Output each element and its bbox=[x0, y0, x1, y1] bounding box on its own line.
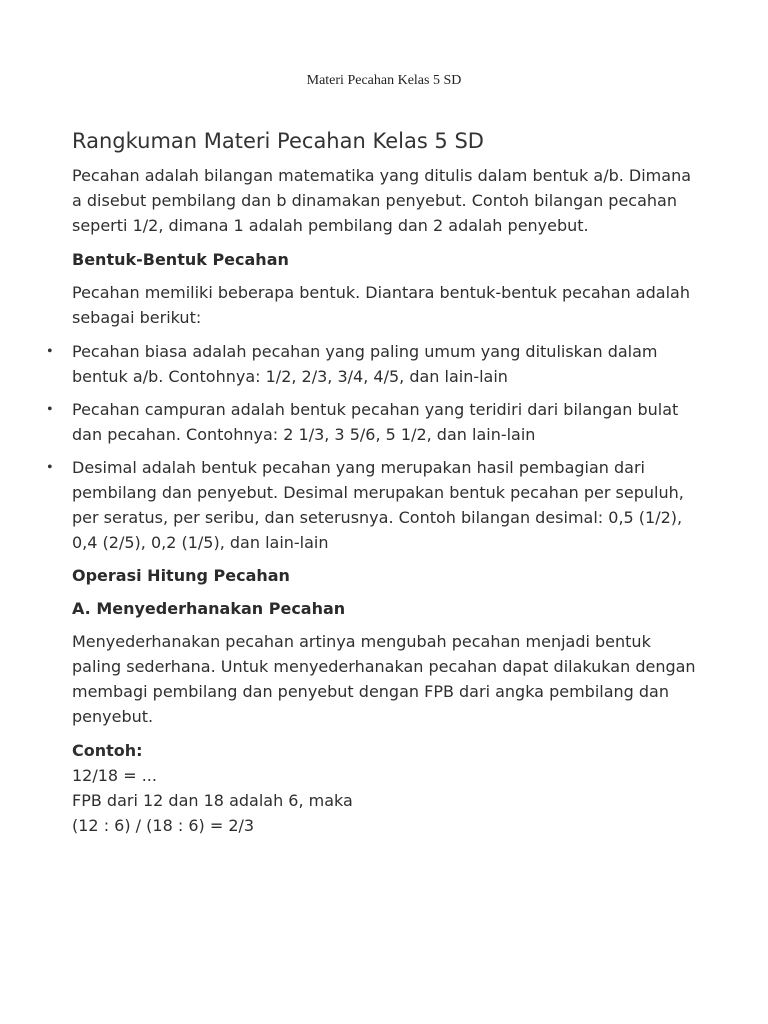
document-title: Rangkuman Materi Pecahan Kelas 5 SD bbox=[72, 129, 484, 153]
list-item bbox=[47, 339, 702, 389]
example-line: 12/18 = ... bbox=[72, 766, 157, 785]
bullet-icon: • bbox=[47, 459, 53, 476]
example-line: FPB dari 12 dan 18 adalah 6, maka bbox=[72, 791, 353, 810]
bullet-icon: • bbox=[47, 343, 53, 360]
running-header: Materi Pecahan Kelas 5 SD bbox=[306, 73, 462, 88]
list-item-text: Pecahan campuran adalah bentuk pecahan yang teridiri dari bilangan bulat dan pecahan. Contohnya: 2 1/3, 3 5/6, 5 1/2, dan lain-lain bbox=[72, 400, 679, 444]
section-heading-operations: Operasi Hitung Pecahan bbox=[72, 566, 290, 585]
example-label: Contoh: bbox=[72, 741, 143, 760]
example-block bbox=[72, 738, 702, 838]
simplify-paragraph: Menyederhanakan pecahan artinya mengubah pecahan menjadi bentuk paling sederhana. Untuk menyederhanakan pecahan dapat dilakukan dengan membagi pembilang dan penyebut dengan FPB dari angka pembilang dan penyebut. bbox=[72, 632, 696, 726]
subsection-heading-simplify: A. Menyederhanakan Pecahan bbox=[72, 599, 346, 618]
list-item-text: Pecahan biasa adalah pecahan yang paling umum yang dituliskan dalam bentuk a/b. Contohnya: 1/2, 2/3, 3/4, 4/5, dan lain-lain bbox=[72, 342, 658, 386]
section-heading-forms: Bentuk-Bentuk Pecahan bbox=[72, 250, 289, 269]
forms-list bbox=[47, 339, 702, 555]
list-item bbox=[47, 397, 702, 447]
forms-intro-paragraph: Pecahan memiliki beberapa bentuk. Diantara bentuk-bentuk pecahan adalah sebagai berikut: bbox=[72, 283, 690, 327]
document-body bbox=[47, 124, 702, 838]
intro-paragraph: Pecahan adalah bilangan matematika yang ditulis dalam bentuk a/b. Dimana a disebut pembilang dan b dinamakan penyebut. Contoh bilangan pecahan seperti 1/2, dimana 1 adalah pembilang dan 2 adalah penyebut. bbox=[72, 166, 692, 235]
list-item bbox=[47, 455, 702, 555]
bullet-icon: • bbox=[47, 401, 53, 418]
example-line: (12 : 6) / (18 : 6) = 2/3 bbox=[72, 816, 255, 835]
list-item-text: Desimal adalah bentuk pecahan yang merupakan hasil pembagian dari pembilang dan penyebut. Desimal merupakan bentuk pecahan per sepuluh, per seratus, per seribu, dan seterusnya. Contoh bilangan desimal: 0,5 (1/2), 0,4 (2/5), 0,2 (1/5), dan lain-lain bbox=[72, 458, 684, 552]
